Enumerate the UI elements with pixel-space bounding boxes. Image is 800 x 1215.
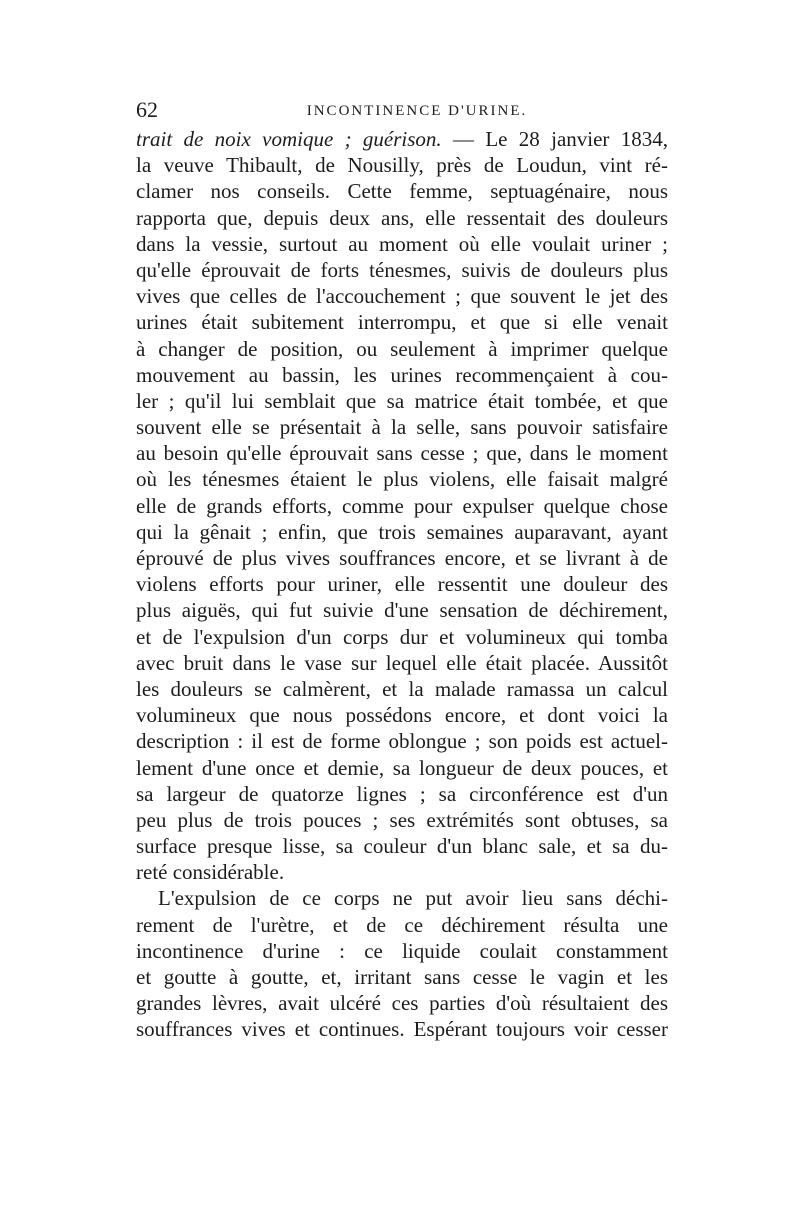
text-line: L'expulsion de ce corps ne put avoir lieu sans déchi-	[158, 886, 668, 911]
text-line: volumineux que nous possédons encore, et dont voici la	[136, 703, 668, 728]
text-line: violens efforts pour uriner, elle ressentit une douleur des	[136, 572, 668, 597]
text-line: plus aiguës, qui fut suivie d'une sensation de déchirement,	[136, 598, 668, 623]
text-line: grandes lèvres, avait ulcéré ces parties d'où résultaient des	[136, 991, 668, 1016]
text-line: et de l'expulsion d'un corps dur et volumineux qui tomba	[136, 624, 668, 649]
text-line: elle de grands efforts, comme pour expulser quelque chose	[136, 493, 668, 518]
text-line: les douleurs se calmèrent, et la malade ramassa un calcul	[136, 676, 668, 701]
text-line: rapporta que, depuis deux ans, elle ressentait des douleurs	[136, 205, 668, 230]
text-line: et goutte à goutte, et, irritant sans cesse le vagin et les	[136, 965, 668, 989]
text-line: souvent elle se présentait à la selle, sans pouvoir satisfaire	[136, 415, 668, 440]
text-line: à changer de position, ou seulement à imprimer quelque	[136, 336, 668, 361]
text-line: qu'elle éprouvait de forts ténesmes, suivis de douleurs plus	[136, 257, 668, 282]
text-line: surface presque lisse, sa couleur d'un blanc sale, et sa du-	[136, 834, 668, 859]
page-number: 62	[136, 97, 158, 122]
page-header	[136, 96, 668, 124]
text-line: la veuve Thibault, de Nousilly, près de Loudun, vint ré-	[136, 153, 668, 178]
text-line: clamer nos conseils. Cette femme, septuagénaire, nous	[136, 179, 668, 204]
text-line: éprouvé de plus vives souffrances encore, et se livrant à de	[136, 546, 668, 570]
text-line	[136, 126, 668, 152]
case-heading: trait de noix vomique ; guérison.	[136, 127, 442, 151]
body-text	[136, 126, 668, 1043]
text-line: qui la gênait ; enfin, que trois semaines auparavant, ayant	[136, 519, 668, 544]
text-line: souffrances vives et continues. Espérant toujours voir cesser	[136, 1017, 668, 1042]
text-line: dans la vessie, surtout au moment où elle voulait uriner ;	[136, 231, 668, 256]
case-date: — Le 28 janvier 1834,	[441, 127, 668, 151]
text-line: ler ; qu'il lui semblait que sa matrice était tombée, et que	[136, 388, 668, 413]
text-line: reté considérable.	[136, 860, 285, 885]
text-line: au besoin qu'elle éprouvait sans cesse ; que, dans le moment	[136, 441, 668, 466]
text-line: mouvement au bassin, les urines recommençaient à cou-	[136, 362, 668, 387]
running-title: INCONTINENCE D'URINE.	[306, 103, 528, 119]
text-line: incontinence d'urine : ce liquide coulait constamment	[136, 938, 668, 963]
text-line: rement de l'urètre, et de ce déchirement résulta une	[136, 912, 668, 937]
text-line: peu plus de trois pouces ; ses extrémités sont obtuses, sa	[136, 807, 668, 832]
text-line: où les ténesmes étaient le plus violens, elle faisait malgré	[136, 467, 668, 492]
text-line: avec bruit dans le vase sur lequel elle était placée. Aussitôt	[136, 650, 668, 675]
text-line: description : il est de forme oblongue ; son poids est actuel-	[136, 729, 668, 754]
text-line: lement d'une once et demie, sa longueur de deux pouces, et	[136, 755, 668, 780]
text-line: sa largeur de quatorze lignes ; sa circonférence est d'un	[136, 781, 668, 806]
text-line: urines était subitement interrompu, et que si elle venait	[136, 310, 668, 335]
text-line: vives que celles de l'accouchement ; que souvent le jet des	[136, 284, 668, 309]
